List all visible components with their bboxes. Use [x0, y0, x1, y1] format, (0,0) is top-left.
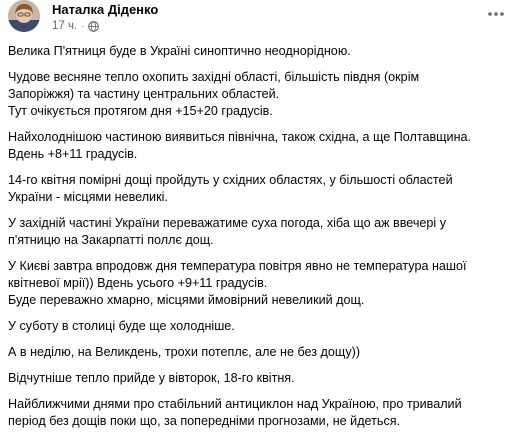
post-meta [52, 20, 99, 32]
post-paragraph [8, 258, 508, 309]
post-line: Запоріжжя) та частину центральних областей. [8, 87, 280, 101]
avatar[interactable] [8, 0, 40, 32]
post-line: Найхолоднішою частиною виявиться північна, також східна, а ще Полтавщина. [8, 130, 472, 144]
post-line: Тут очікується протягом дня +15+20 градусів. [8, 104, 273, 118]
post-paragraph [8, 43, 508, 60]
post-paragraph [8, 370, 508, 387]
author-name[interactable]: Наталка Діденко [52, 2, 159, 17]
post-line: У західній частині України переважатиме суха погода, хіба що аж ввечері у [8, 216, 446, 230]
post-line: Вдень +8+11 градусів. [8, 147, 138, 161]
meta-separator: · [81, 21, 85, 31]
post-line: Велика П'ятниця буде в Україні синоптично неоднорідною. [8, 44, 351, 58]
post-paragraph [8, 172, 508, 206]
post-line: квітневої мрії)) Вдень усього +9+11 градусів. [8, 276, 268, 290]
post-paragraph [8, 396, 508, 430]
globe-icon [88, 21, 99, 32]
post-line: період без дощів поки що, за попередніми прогнозами, не йдеться. [8, 414, 401, 428]
post-header [0, 0, 515, 40]
post-line: 14-го квітня помірні дощі пройдуть у східних областях, у більшості областей [8, 173, 453, 187]
post-line: А в неділю, на Великдень, трохи потеплє, але не без дощу)) [8, 345, 361, 359]
post-body [8, 43, 508, 439]
post-line: п'ятницю на Закарпатті поллє дощ. [8, 233, 214, 247]
more-horizontal-icon [488, 12, 504, 16]
post-line: Відчутніше тепло прийде у вівторок, 18-го квітня. [8, 371, 295, 385]
post-paragraph [8, 215, 508, 249]
post-line: України - місцями невеликі. [8, 190, 168, 204]
avatar-image [8, 0, 40, 32]
post-time[interactable]: 17 ч. [52, 20, 78, 32]
post-line: Найближчими днями про стабільний антициклон над Україною, про тривалий [8, 397, 462, 411]
more-options-button[interactable] [483, 4, 509, 24]
post-line: У Києві завтра впродовж дня температура повітря явно не температура нашої [8, 259, 467, 273]
post-paragraph [8, 69, 508, 120]
post-line: У суботу в столиці буде ще холодніше. [8, 319, 235, 333]
post-line: Чудове весняне тепло охопить західні області, більшість півдня (окрім [8, 70, 420, 84]
post-line: Буде переважно хмарно, місцями ймовірний невеликий дощ. [8, 293, 365, 307]
post-paragraph [8, 318, 508, 335]
post-paragraph [8, 344, 508, 361]
post-paragraph [8, 129, 508, 163]
